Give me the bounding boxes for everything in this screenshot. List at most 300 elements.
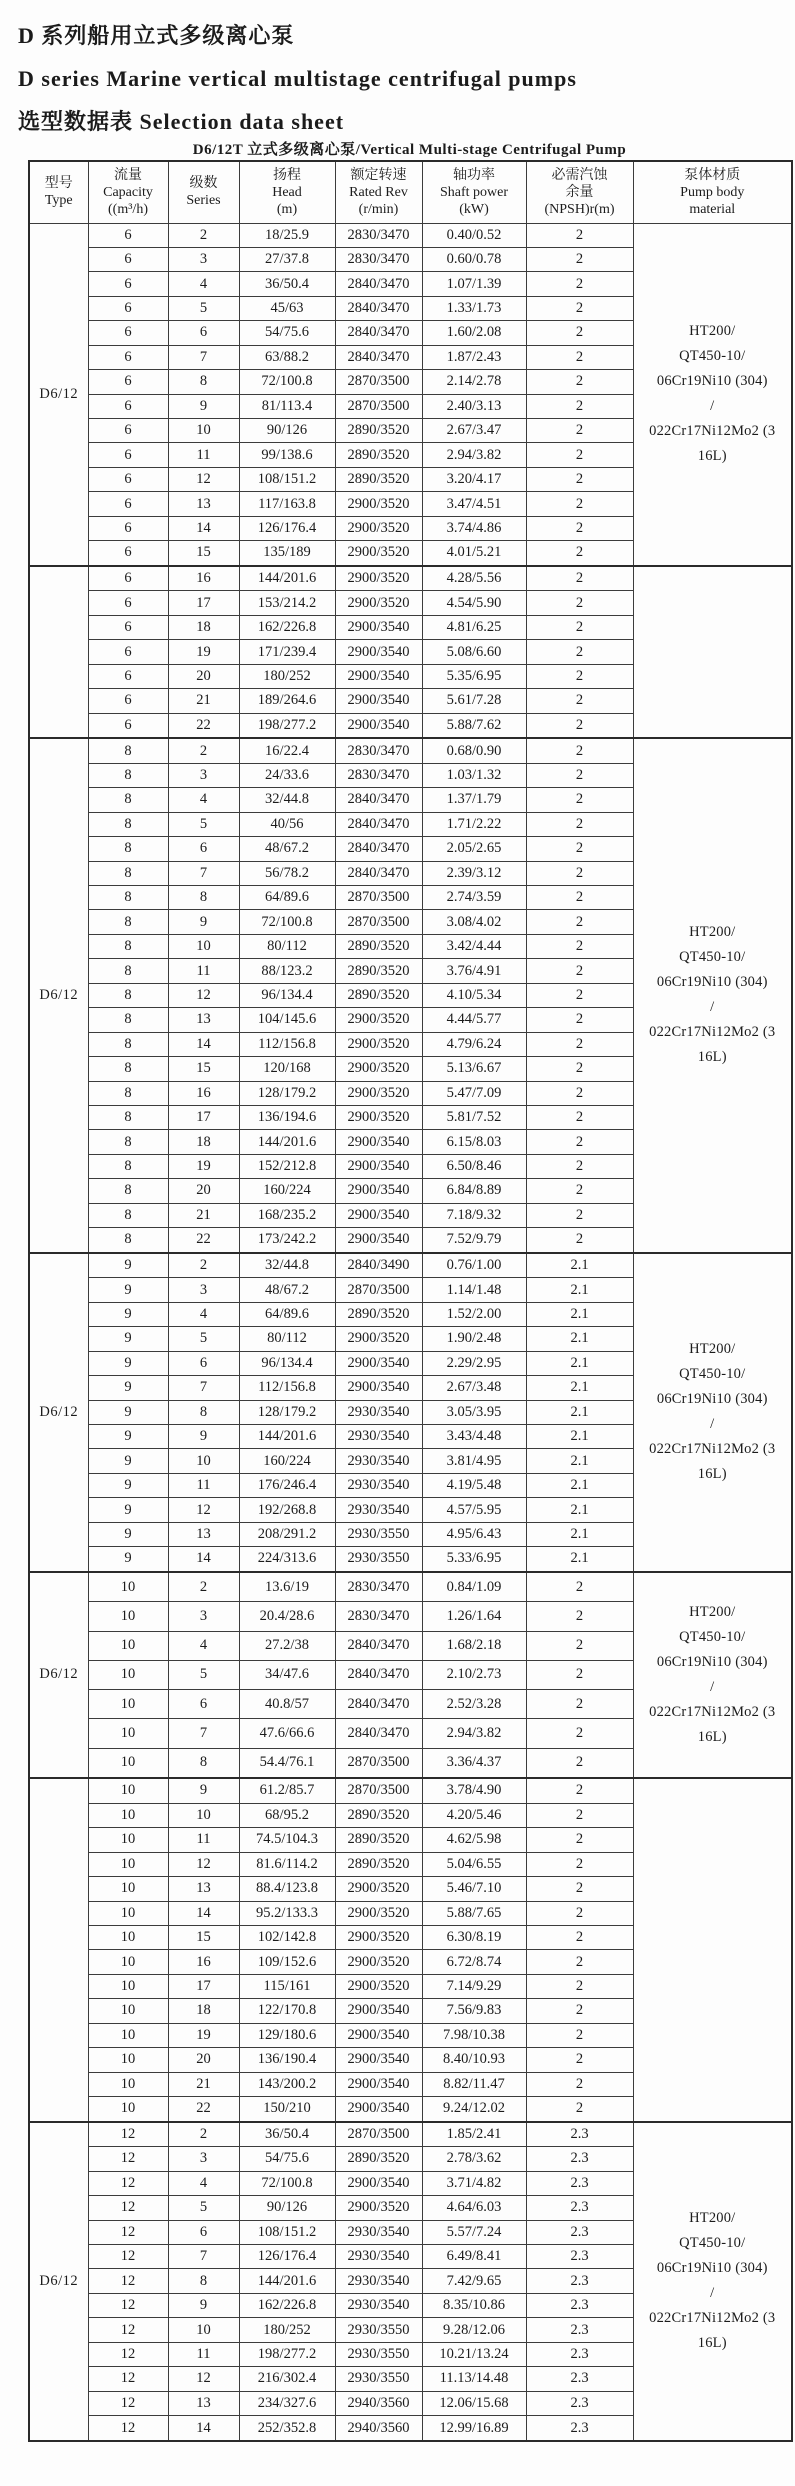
series-cell: 8 — [168, 1400, 239, 1424]
series-cell: 6 — [168, 2220, 239, 2244]
rated-rev-cell: 2900/3540 — [335, 2048, 422, 2072]
npsh-cell: 2 — [526, 934, 633, 958]
table-row — [29, 566, 792, 591]
head-cell: 88.4/123.8 — [239, 1877, 335, 1901]
series-cell: 18 — [168, 615, 239, 639]
rated-rev-cell: 2870/3500 — [335, 886, 422, 910]
series-cell: 14 — [168, 1901, 239, 1925]
npsh-cell: 2 — [526, 492, 633, 516]
table-row — [29, 738, 792, 763]
shaft-power-cell: 4.20/5.46 — [422, 1803, 526, 1827]
shaft-power-cell: 4.01/5.21 — [422, 541, 526, 566]
series-cell: 9 — [168, 394, 239, 418]
series-cell: 16 — [168, 566, 239, 591]
rated-rev-cell: 2840/3470 — [335, 1660, 422, 1689]
npsh-cell: 2 — [526, 886, 633, 910]
rated-rev-cell: 2900/3540 — [335, 2171, 422, 2195]
capacity-cell: 12 — [88, 2416, 168, 2441]
head-cell: 95.2/133.3 — [239, 1901, 335, 1925]
type-cell: D6/12 — [29, 738, 88, 1253]
npsh-cell: 2.3 — [526, 2171, 633, 2195]
series-cell: 5 — [168, 2196, 239, 2220]
series-cell: 6 — [168, 321, 239, 345]
head-cell: 173/242.2 — [239, 1228, 335, 1253]
subtitle: 选型数据表 Selection data sheet — [18, 109, 345, 134]
capacity-cell: 6 — [88, 664, 168, 688]
series-cell: 14 — [168, 1547, 239, 1572]
shaft-power-cell: 3.42/4.44 — [422, 934, 526, 958]
head-cell: 54/75.6 — [239, 2147, 335, 2171]
rated-rev-cell: 2930/3550 — [335, 1547, 422, 1572]
capacity-cell: 9 — [88, 1376, 168, 1400]
series-cell: 8 — [168, 886, 239, 910]
npsh-cell: 2 — [526, 541, 633, 566]
head-cell: 72/100.8 — [239, 370, 335, 394]
shaft-power-cell: 1.26/1.64 — [422, 1602, 526, 1631]
capacity-cell: 6 — [88, 370, 168, 394]
head-cell: 40/56 — [239, 812, 335, 836]
head-cell: 208/291.2 — [239, 1522, 335, 1546]
head-cell: 61.2/85.7 — [239, 1778, 335, 1803]
series-cell: 2 — [168, 2122, 239, 2147]
head-cell: 198/277.2 — [239, 713, 335, 738]
shaft-power-cell: 4.62/5.98 — [422, 1828, 526, 1852]
capacity-cell: 10 — [88, 2072, 168, 2096]
series-cell: 5 — [168, 296, 239, 320]
capacity-cell: 9 — [88, 1400, 168, 1424]
type-cell: D6/12 — [29, 2122, 88, 2441]
head-cell: 234/327.6 — [239, 2391, 335, 2415]
rated-rev-cell: 2930/3540 — [335, 1498, 422, 1522]
rated-rev-cell: 2930/3550 — [335, 2342, 422, 2366]
rated-rev-cell: 2830/3470 — [335, 1572, 422, 1602]
type-cell — [29, 1778, 88, 2121]
capacity-cell: 10 — [88, 1660, 168, 1689]
npsh-cell: 2 — [526, 1719, 633, 1748]
series-cell: 19 — [168, 1154, 239, 1178]
shaft-power-cell: 1.90/2.48 — [422, 1327, 526, 1351]
npsh-cell: 2.3 — [526, 2269, 633, 2293]
head-cell: 122/170.8 — [239, 1999, 335, 2023]
rated-rev-cell: 2840/3470 — [335, 861, 422, 885]
series-cell: 15 — [168, 1057, 239, 1081]
head-cell: 96/134.4 — [239, 983, 335, 1007]
material-cell — [633, 1778, 792, 2121]
table-row — [29, 1253, 792, 1278]
capacity-cell: 10 — [88, 2097, 168, 2122]
rated-rev-cell: 2930/3540 — [335, 1473, 422, 1497]
capacity-cell: 6 — [88, 223, 168, 247]
series-cell: 2 — [168, 738, 239, 763]
npsh-cell: 2 — [526, 419, 633, 443]
npsh-cell: 2.1 — [526, 1302, 633, 1326]
capacity-cell: 8 — [88, 1057, 168, 1081]
rated-rev-cell: 2870/3500 — [335, 394, 422, 418]
capacity-cell: 12 — [88, 2171, 168, 2195]
table-row — [29, 2122, 792, 2147]
npsh-cell: 2.1 — [526, 1449, 633, 1473]
rated-rev-cell: 2900/3540 — [335, 1376, 422, 1400]
head-cell: 96/134.4 — [239, 1351, 335, 1375]
npsh-cell: 2 — [526, 1203, 633, 1227]
head-cell: 162/226.8 — [239, 615, 335, 639]
column-header-series: 级数 Series — [168, 161, 239, 223]
npsh-cell: 2 — [526, 2023, 633, 2047]
shaft-power-cell: 5.47/7.09 — [422, 1081, 526, 1105]
rated-rev-cell: 2840/3470 — [335, 345, 422, 369]
rated-rev-cell: 2900/3540 — [335, 640, 422, 664]
npsh-cell: 2.3 — [526, 2196, 633, 2220]
npsh-cell: 2 — [526, 788, 633, 812]
head-cell: 180/252 — [239, 2318, 335, 2342]
head-cell: 81/113.4 — [239, 394, 335, 418]
column-header-head: 扬程 Head (m) — [239, 161, 335, 223]
shaft-power-cell: 6.49/8.41 — [422, 2244, 526, 2268]
rated-rev-cell: 2870/3500 — [335, 910, 422, 934]
capacity-cell: 10 — [88, 1572, 168, 1602]
shaft-power-cell: 1.03/1.32 — [422, 763, 526, 787]
series-cell: 17 — [168, 591, 239, 615]
capacity-cell: 10 — [88, 1748, 168, 1778]
rated-rev-cell: 2900/3540 — [335, 2023, 422, 2047]
npsh-cell: 2.3 — [526, 2147, 633, 2171]
head-cell: 64/89.6 — [239, 1302, 335, 1326]
head-cell: 143/200.2 — [239, 2072, 335, 2096]
series-cell: 22 — [168, 1228, 239, 1253]
shaft-power-cell: 4.79/6.24 — [422, 1032, 526, 1056]
shaft-power-cell: 12.06/15.68 — [422, 2391, 526, 2415]
capacity-cell: 8 — [88, 788, 168, 812]
type-cell: D6/12 — [29, 1572, 88, 1778]
shaft-power-cell: 0.40/0.52 — [422, 223, 526, 247]
rated-rev-cell: 2930/3550 — [335, 2367, 422, 2391]
capacity-cell: 8 — [88, 886, 168, 910]
head-cell: 160/224 — [239, 1179, 335, 1203]
capacity-cell: 12 — [88, 2220, 168, 2244]
rated-rev-cell: 2900/3520 — [335, 1008, 422, 1032]
npsh-cell: 2 — [526, 591, 633, 615]
head-cell: 126/176.4 — [239, 516, 335, 540]
capacity-cell: 9 — [88, 1327, 168, 1351]
head-cell: 48/67.2 — [239, 1278, 335, 1302]
head-cell: 32/44.8 — [239, 788, 335, 812]
shaft-power-cell: 5.81/7.52 — [422, 1105, 526, 1129]
head-cell: 47.6/66.6 — [239, 1719, 335, 1748]
series-cell: 3 — [168, 1602, 239, 1631]
head-cell: 115/161 — [239, 1974, 335, 1998]
shaft-power-cell: 1.71/2.22 — [422, 812, 526, 836]
npsh-cell: 2 — [526, 640, 633, 664]
series-cell: 14 — [168, 1032, 239, 1056]
column-header-rated: 额定转速 Rated Rev (r/min) — [335, 161, 422, 223]
capacity-cell: 8 — [88, 910, 168, 934]
column-header-shaft: 轴功率 Shaft power (kW) — [422, 161, 526, 223]
head-cell: 32/44.8 — [239, 1253, 335, 1278]
capacity-cell: 10 — [88, 2023, 168, 2047]
series-cell: 17 — [168, 1105, 239, 1129]
shaft-power-cell: 2.52/3.28 — [422, 1690, 526, 1719]
shaft-power-cell: 3.71/4.82 — [422, 2171, 526, 2195]
rated-rev-cell: 2930/3540 — [335, 2293, 422, 2317]
capacity-cell: 6 — [88, 566, 168, 591]
head-cell: 54.4/76.1 — [239, 1748, 335, 1778]
npsh-cell: 2 — [526, 1057, 633, 1081]
shaft-power-cell: 3.43/4.48 — [422, 1424, 526, 1448]
shaft-power-cell: 5.33/6.95 — [422, 1547, 526, 1572]
npsh-cell: 2 — [526, 713, 633, 738]
head-cell: 198/277.2 — [239, 2342, 335, 2366]
npsh-cell: 2 — [526, 1778, 633, 1803]
shaft-power-cell: 1.60/2.08 — [422, 321, 526, 345]
capacity-cell: 6 — [88, 516, 168, 540]
npsh-cell: 2 — [526, 1179, 633, 1203]
shaft-power-cell: 12.99/16.89 — [422, 2416, 526, 2441]
head-cell: 176/246.4 — [239, 1473, 335, 1497]
npsh-cell: 2.3 — [526, 2318, 633, 2342]
capacity-cell: 9 — [88, 1498, 168, 1522]
series-cell: 13 — [168, 492, 239, 516]
rated-rev-cell: 2870/3500 — [335, 370, 422, 394]
npsh-cell: 2 — [526, 1228, 633, 1253]
npsh-cell: 2.1 — [526, 1327, 633, 1351]
rated-rev-cell: 2840/3490 — [335, 1253, 422, 1278]
rated-rev-cell: 2900/3520 — [335, 541, 422, 566]
series-cell: 12 — [168, 983, 239, 1007]
shaft-power-cell: 5.35/6.95 — [422, 664, 526, 688]
series-cell: 7 — [168, 2244, 239, 2268]
head-cell: 88/123.2 — [239, 959, 335, 983]
series-cell: 5 — [168, 1660, 239, 1689]
head-cell: 64/89.6 — [239, 886, 335, 910]
title-english: D series Marine vertical multistage centrifugal pumps — [18, 66, 577, 91]
npsh-cell: 2.3 — [526, 2416, 633, 2441]
npsh-cell: 2 — [526, 1828, 633, 1852]
head-cell: 136/190.4 — [239, 2048, 335, 2072]
shaft-power-cell: 5.13/6.67 — [422, 1057, 526, 1081]
series-cell: 20 — [168, 664, 239, 688]
head-cell: 144/201.6 — [239, 1130, 335, 1154]
material-cell: HT200/ QT450-10/ 06Cr19Ni10 (304) / 022Cr17Ni12Mo2 (3 16L) — [633, 2122, 792, 2441]
capacity-cell: 8 — [88, 934, 168, 958]
shaft-power-cell: 9.24/12.02 — [422, 2097, 526, 2122]
shaft-power-cell: 2.39/3.12 — [422, 861, 526, 885]
npsh-cell: 2 — [526, 1660, 633, 1689]
npsh-cell: 2 — [526, 689, 633, 713]
series-cell: 7 — [168, 1719, 239, 1748]
series-cell: 22 — [168, 2097, 239, 2122]
rated-rev-cell: 2900/3520 — [335, 1081, 422, 1105]
shaft-power-cell: 2.29/2.95 — [422, 1351, 526, 1375]
capacity-cell: 9 — [88, 1351, 168, 1375]
table-row — [29, 1778, 792, 1803]
npsh-cell: 2 — [526, 1008, 633, 1032]
head-cell: 109/152.6 — [239, 1950, 335, 1974]
series-cell: 19 — [168, 2023, 239, 2047]
series-cell: 9 — [168, 2293, 239, 2317]
shaft-power-cell: 4.57/5.95 — [422, 1498, 526, 1522]
npsh-cell: 2.3 — [526, 2122, 633, 2147]
npsh-cell: 2 — [526, 2097, 633, 2122]
head-cell: 90/126 — [239, 2196, 335, 2220]
npsh-cell: 2.1 — [526, 1522, 633, 1546]
title-chinese: D 系列船用立式多级离心泵 — [18, 23, 295, 48]
head-cell: 126/176.4 — [239, 2244, 335, 2268]
capacity-cell: 8 — [88, 763, 168, 787]
npsh-cell: 2 — [526, 394, 633, 418]
series-cell: 10 — [168, 934, 239, 958]
capacity-cell: 10 — [88, 1974, 168, 1998]
table-row — [29, 1572, 792, 1602]
shaft-power-cell: 5.08/6.60 — [422, 640, 526, 664]
npsh-cell: 2.1 — [526, 1547, 633, 1572]
capacity-cell: 12 — [88, 2196, 168, 2220]
head-cell: 68/95.2 — [239, 1803, 335, 1827]
capacity-cell: 8 — [88, 1081, 168, 1105]
capacity-cell: 8 — [88, 1228, 168, 1253]
capacity-cell: 12 — [88, 2269, 168, 2293]
head-cell: 112/156.8 — [239, 1032, 335, 1056]
rated-rev-cell: 2890/3520 — [335, 934, 422, 958]
npsh-cell: 2 — [526, 1690, 633, 1719]
capacity-cell: 10 — [88, 1690, 168, 1719]
rated-rev-cell: 2900/3520 — [335, 492, 422, 516]
shaft-power-cell: 1.14/1.48 — [422, 1278, 526, 1302]
head-cell: 40.8/57 — [239, 1690, 335, 1719]
shaft-power-cell: 3.74/4.86 — [422, 516, 526, 540]
series-cell: 10 — [168, 1449, 239, 1473]
npsh-cell: 2 — [526, 959, 633, 983]
capacity-cell: 6 — [88, 640, 168, 664]
npsh-cell: 2 — [526, 1748, 633, 1778]
shaft-power-cell: 5.61/7.28 — [422, 689, 526, 713]
series-cell: 10 — [168, 1803, 239, 1827]
npsh-cell: 2 — [526, 1925, 633, 1949]
head-cell: 135/189 — [239, 541, 335, 566]
rated-rev-cell: 2830/3470 — [335, 247, 422, 271]
shaft-power-cell: 4.54/5.90 — [422, 591, 526, 615]
series-cell: 15 — [168, 1925, 239, 1949]
series-cell: 21 — [168, 1203, 239, 1227]
shaft-power-cell: 2.10/2.73 — [422, 1660, 526, 1689]
head-cell: 108/151.2 — [239, 467, 335, 491]
series-cell: 11 — [168, 959, 239, 983]
shaft-power-cell: 2.78/3.62 — [422, 2147, 526, 2171]
rated-rev-cell: 2900/3520 — [335, 1950, 422, 1974]
capacity-cell: 6 — [88, 713, 168, 738]
shaft-power-cell: 7.52/9.79 — [422, 1228, 526, 1253]
capacity-cell: 9 — [88, 1449, 168, 1473]
capacity-cell: 12 — [88, 2244, 168, 2268]
shaft-power-cell: 8.82/11.47 — [422, 2072, 526, 2096]
capacity-cell: 8 — [88, 837, 168, 861]
rated-rev-cell: 2900/3520 — [335, 1032, 422, 1056]
rated-rev-cell: 2840/3470 — [335, 296, 422, 320]
capacity-cell: 9 — [88, 1522, 168, 1546]
rated-rev-cell: 2930/3540 — [335, 1400, 422, 1424]
head-cell: 81.6/114.2 — [239, 1852, 335, 1876]
capacity-cell: 9 — [88, 1253, 168, 1278]
npsh-cell: 2.3 — [526, 2293, 633, 2317]
npsh-cell: 2 — [526, 837, 633, 861]
rated-rev-cell: 2900/3520 — [335, 1877, 422, 1901]
capacity-cell: 9 — [88, 1302, 168, 1326]
head-cell: 48/67.2 — [239, 837, 335, 861]
shaft-power-cell: 3.76/4.91 — [422, 959, 526, 983]
table-body — [29, 223, 792, 2441]
capacity-cell: 6 — [88, 394, 168, 418]
rated-rev-cell: 2900/3540 — [335, 689, 422, 713]
head-cell: 192/268.8 — [239, 1498, 335, 1522]
npsh-cell: 2.1 — [526, 1424, 633, 1448]
capacity-cell: 8 — [88, 1008, 168, 1032]
npsh-cell: 2.3 — [526, 2342, 633, 2366]
shaft-power-cell: 7.56/9.83 — [422, 1999, 526, 2023]
series-cell: 12 — [168, 2367, 239, 2391]
rated-rev-cell: 2890/3520 — [335, 983, 422, 1007]
series-cell: 18 — [168, 1130, 239, 1154]
npsh-cell: 2 — [526, 1877, 633, 1901]
capacity-cell: 10 — [88, 2048, 168, 2072]
rated-rev-cell: 2840/3470 — [335, 321, 422, 345]
npsh-cell: 2.1 — [526, 1351, 633, 1375]
capacity-cell: 6 — [88, 492, 168, 516]
head-cell: 112/156.8 — [239, 1376, 335, 1400]
rated-rev-cell: 2840/3470 — [335, 272, 422, 296]
shaft-power-cell: 5.04/6.55 — [422, 1852, 526, 1876]
capacity-cell: 12 — [88, 2147, 168, 2171]
npsh-cell: 2 — [526, 1950, 633, 1974]
shaft-power-cell: 3.05/3.95 — [422, 1400, 526, 1424]
npsh-cell: 2.3 — [526, 2220, 633, 2244]
head-cell: 144/201.6 — [239, 2269, 335, 2293]
series-cell: 5 — [168, 812, 239, 836]
rated-rev-cell: 2900/3540 — [335, 1179, 422, 1203]
rated-rev-cell: 2900/3540 — [335, 1999, 422, 2023]
series-cell: 8 — [168, 370, 239, 394]
series-cell: 9 — [168, 1424, 239, 1448]
capacity-cell: 10 — [88, 1901, 168, 1925]
head-cell: 128/179.2 — [239, 1400, 335, 1424]
table-row — [29, 223, 792, 247]
capacity-cell: 10 — [88, 1950, 168, 1974]
column-header-npsh: 必需汽蚀 余量 (NPSH)r(m) — [526, 161, 633, 223]
shaft-power-cell: 2.40/3.13 — [422, 394, 526, 418]
rated-rev-cell: 2900/3540 — [335, 1130, 422, 1154]
head-cell: 72/100.8 — [239, 2171, 335, 2195]
capacity-cell: 12 — [88, 2367, 168, 2391]
head-cell: 63/88.2 — [239, 345, 335, 369]
shaft-power-cell: 2.14/2.78 — [422, 370, 526, 394]
head-cell: 144/201.6 — [239, 1424, 335, 1448]
npsh-cell: 2 — [526, 1154, 633, 1178]
head-cell: 54/75.6 — [239, 321, 335, 345]
capacity-cell: 10 — [88, 1852, 168, 1876]
rated-rev-cell: 2930/3540 — [335, 2244, 422, 2268]
shaft-power-cell: 5.88/7.65 — [422, 1901, 526, 1925]
capacity-cell: 8 — [88, 1130, 168, 1154]
series-cell: 13 — [168, 1008, 239, 1032]
rated-rev-cell: 2840/3470 — [335, 1690, 422, 1719]
series-cell: 2 — [168, 223, 239, 247]
rated-rev-cell: 2900/3520 — [335, 1057, 422, 1081]
npsh-cell: 2 — [526, 1974, 633, 1998]
column-header-type: 型号 Type — [29, 161, 88, 223]
head-cell: 56/78.2 — [239, 861, 335, 885]
series-cell: 16 — [168, 1950, 239, 1974]
npsh-cell: 2 — [526, 247, 633, 271]
rated-rev-cell: 2900/3540 — [335, 1203, 422, 1227]
capacity-cell: 10 — [88, 1778, 168, 1803]
